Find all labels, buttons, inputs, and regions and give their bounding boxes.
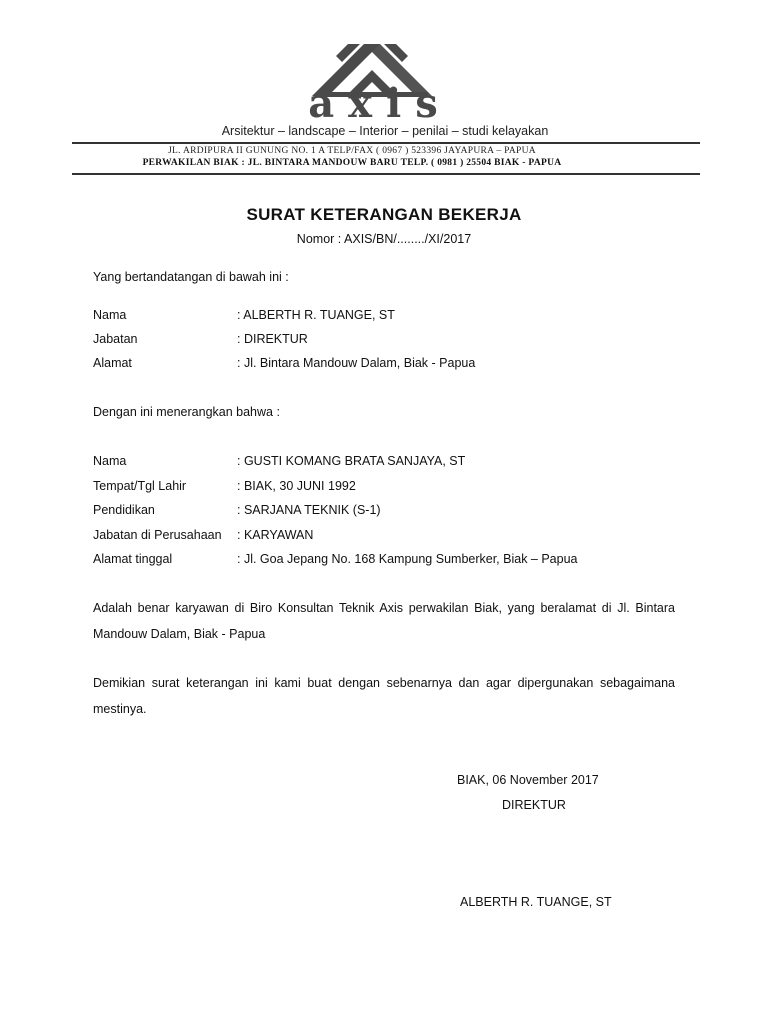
employee-label: Tempat/Tgl Lahir — [93, 479, 187, 493]
signer-name: ALBERTH R. TUANGE, ST — [460, 895, 612, 909]
employee-value: : BIAK, 30 JUNI 1992 — [237, 479, 356, 493]
employee-label: Pendidikan — [93, 503, 155, 517]
employee-value: : GUSTI KOMANG BRATA SANJAYA, ST — [237, 454, 466, 468]
company-tagline: Arsitektur – landscape – Interior – penilai – studi kelayakan — [221, 124, 549, 138]
header-divider-top — [72, 142, 700, 144]
signatory-value: : DIREKTUR — [237, 332, 308, 346]
branch-office-address: PERWAKILAN BIAK : JL. BINTARA MANDOUW BARU TELP. ( 0981 ) 25504 BIAK - PAPUA — [142, 158, 562, 168]
closing-paragraph: Demikian surat keterangan ini kami buat dengan sebenarnya dan agar dipergunakan sebagaimana mestinya. — [93, 676, 675, 716]
brand-name: axis — [308, 80, 452, 127]
header-divider-bottom — [72, 173, 700, 175]
employee-value: : KARYAWAN — [237, 528, 314, 542]
employee-label: Alamat tinggal — [93, 552, 173, 566]
signer-position: DIREKTUR — [502, 798, 566, 812]
signatory-label: Nama — [93, 308, 127, 322]
employee-label: Jabatan di Perusahaan — [93, 528, 222, 542]
employee-value: : Jl. Goa Jepang No. 168 Kampung Sumberker, Biak – Papua — [237, 552, 578, 566]
signatory-label: Alamat — [93, 356, 132, 370]
confirmation-paragraph: Adalah benar karyawan di Biro Konsultan Teknik Axis perwakilan Biak, yang beralamat di Jl. Bintara Mandouw Dalam, Biak - Papua — [93, 601, 675, 641]
letter-number: Nomor : AXIS/BN/......../XI/2017 — [296, 232, 472, 246]
letter-title: SURAT KETERANGAN BEKERJA — [246, 205, 522, 224]
employee-value: : SARJANA TEKNIK (S-1) — [237, 503, 381, 517]
employee-label: Nama — [93, 454, 127, 468]
place-date: BIAK, 06 November 2017 — [457, 773, 599, 787]
signatory-value: : Jl. Bintara Mandouw Dalam, Biak - Papua — [237, 356, 476, 370]
signatory-value: : ALBERTH R. TUANGE, ST — [237, 308, 395, 322]
intro-text: Yang bertandatangan di bawah ini : — [93, 270, 289, 284]
signatory-label: Jabatan — [93, 332, 138, 346]
head-office-address: JL. ARDIPURA II GUNUNG NO. 1 A TELP/FAX ( 0967 ) 523396 JAYAPURA – PAPUA — [168, 146, 536, 156]
statement-text: Dengan ini menerangkan bahwa : — [93, 405, 280, 419]
